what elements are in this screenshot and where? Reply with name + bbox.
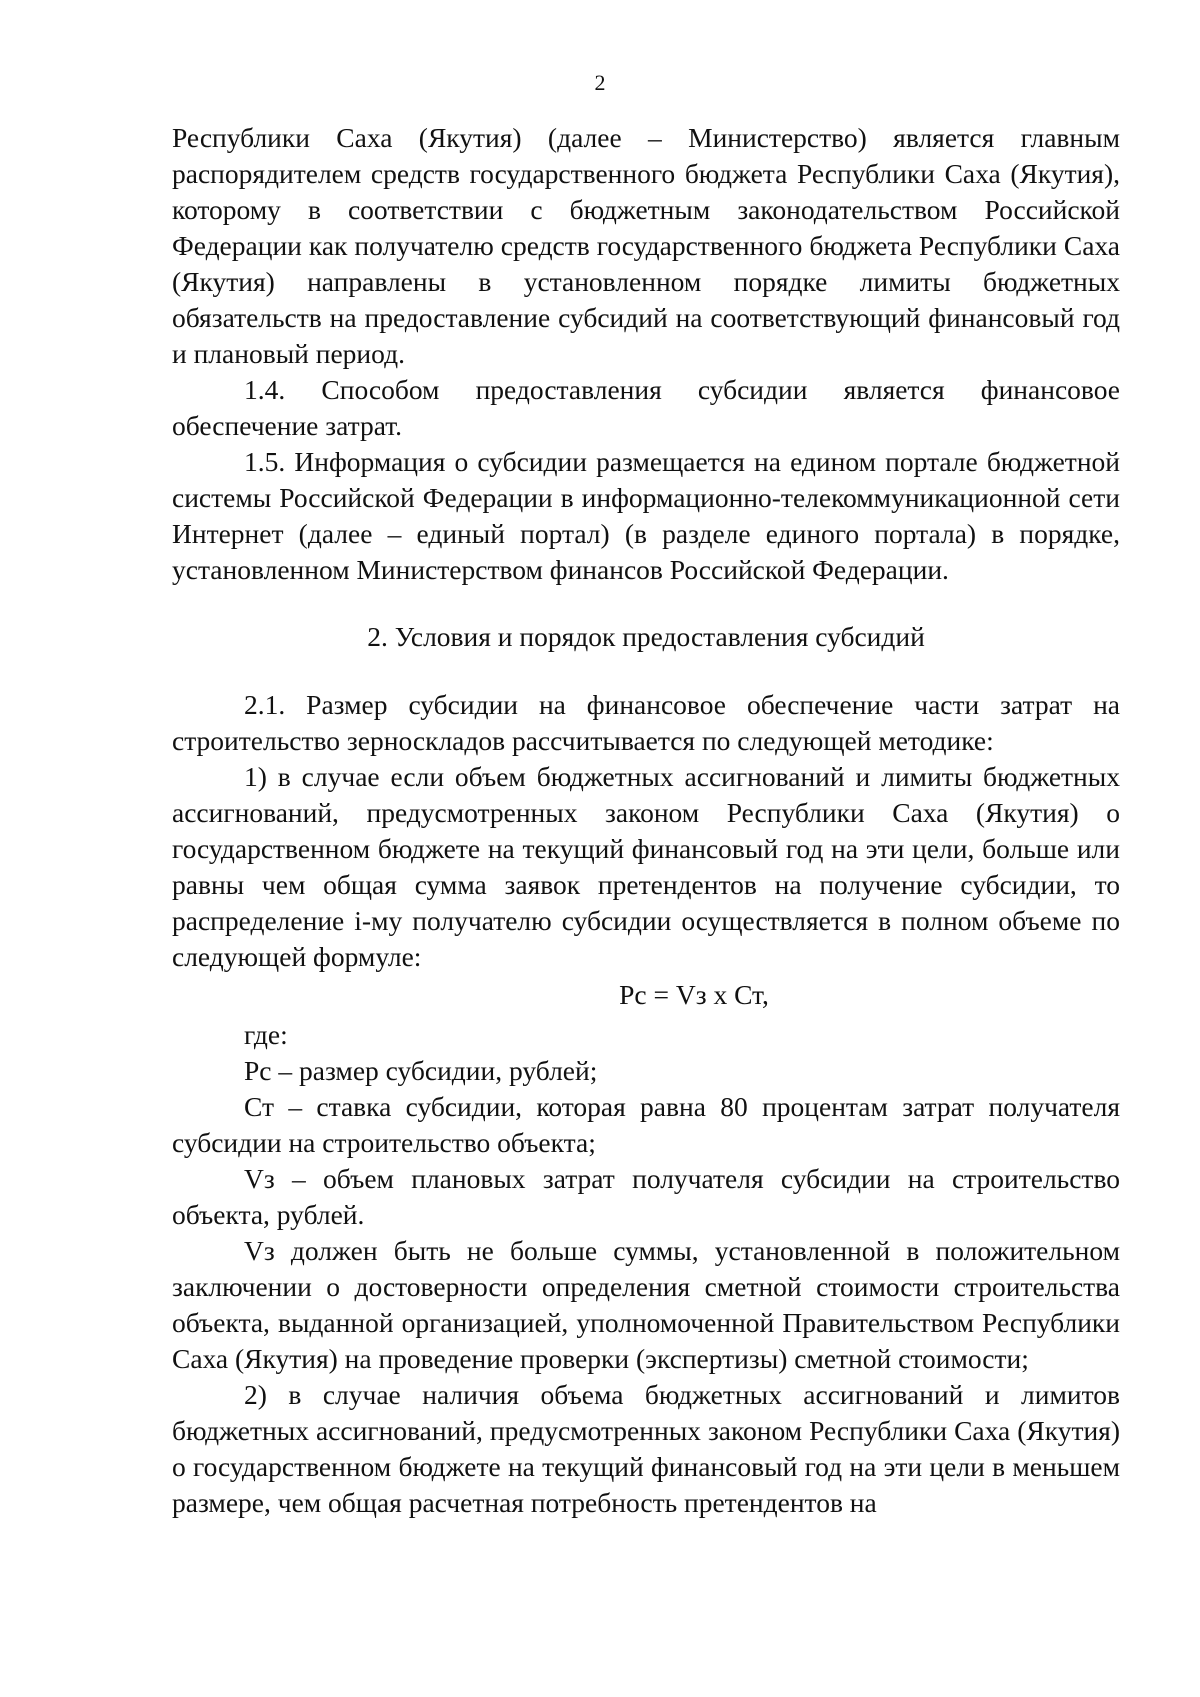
paragraph-2-1: 2.1. Размер субсидии на финансовое обеспечение части затрат на строительство зерноскладов рассчитывается по следующей методике: (172, 689, 1120, 756)
page-number: 2 (594, 70, 606, 95)
document-body (172, 120, 1120, 1521)
section-heading-2: 2. Условия и порядок предоставления субсидий (367, 621, 925, 652)
paragraph-case-2: 2) в случае наличия объема бюджетных ассигнований и лимитов бюджетных ассигнований, предусмотренных законом Республики Саха (Якутия) о государственном бюджете на текущий финансовый год на эти цели в меньшем размере, чем общая расчетная потребность претендентов на (172, 1379, 1120, 1518)
formula: Рс = Vз х Ст, (619, 979, 769, 1010)
definition-vz: Vз – объем плановых затрат получателя субсидии на строительство объекта, рублей. (172, 1163, 1120, 1230)
paragraph-case-1: 1) в случае если объем бюджетных ассигнований и лимиты бюджетных ассигнований, предусмотренных законом Республики Саха (Якутия) о государственном бюджете на текущий финансовый год на эти цели, больше или равны чем общая сумма заявок претендентов на получение субсидии, то распределение i-му получателю субсидии осуществляется в полном объеме по следующей формуле: (172, 761, 1120, 972)
definition-ct: Ст – ставка субсидии, которая равна 80 процентам затрат получателя субсидии на строительство объекта; (172, 1091, 1120, 1158)
paragraph-1-5: 1.5. Информация о субсидии размещается на едином портале бюджетной системы Российской Федерации в информационно-телекоммуникационной сети Интернет (далее – единый портал) (в разделе единого портала) в порядке, установленном Министерством финансов Российской Федерации. (172, 446, 1120, 585)
definition-pc: Рс – размер субсидии, рублей; (244, 1055, 598, 1086)
paragraph-1-4: 1.4. Способом предоставления субсидии является финансовое обеспечение затрат. (172, 374, 1120, 441)
paragraph-where: где: (244, 1019, 288, 1050)
paragraph-ministry-continuation: Республики Саха (Якутия) (далее – Министерство) является главным распорядителем средств государственного бюджета Республики Саха (Якутия), которому в соответствии с бюджетным законодательством Российской Федерации как получателю средств государственного бюджета Республики Саха (Якутия) направлены в установленном порядке лимиты бюджетных обязательств на предоставление субсидий на соответствующий финансовый год и плановый период. (172, 122, 1120, 369)
paragraph-vz-limit: Vз должен быть не больше суммы, установленной в положительном заключении о достоверности определения сметной стоимости строительства объекта, выданной организацией, уполномоченной Правительством Республики Саха (Якутия) на проведение проверки (экспертизы) сметной стоимости; (172, 1235, 1120, 1374)
